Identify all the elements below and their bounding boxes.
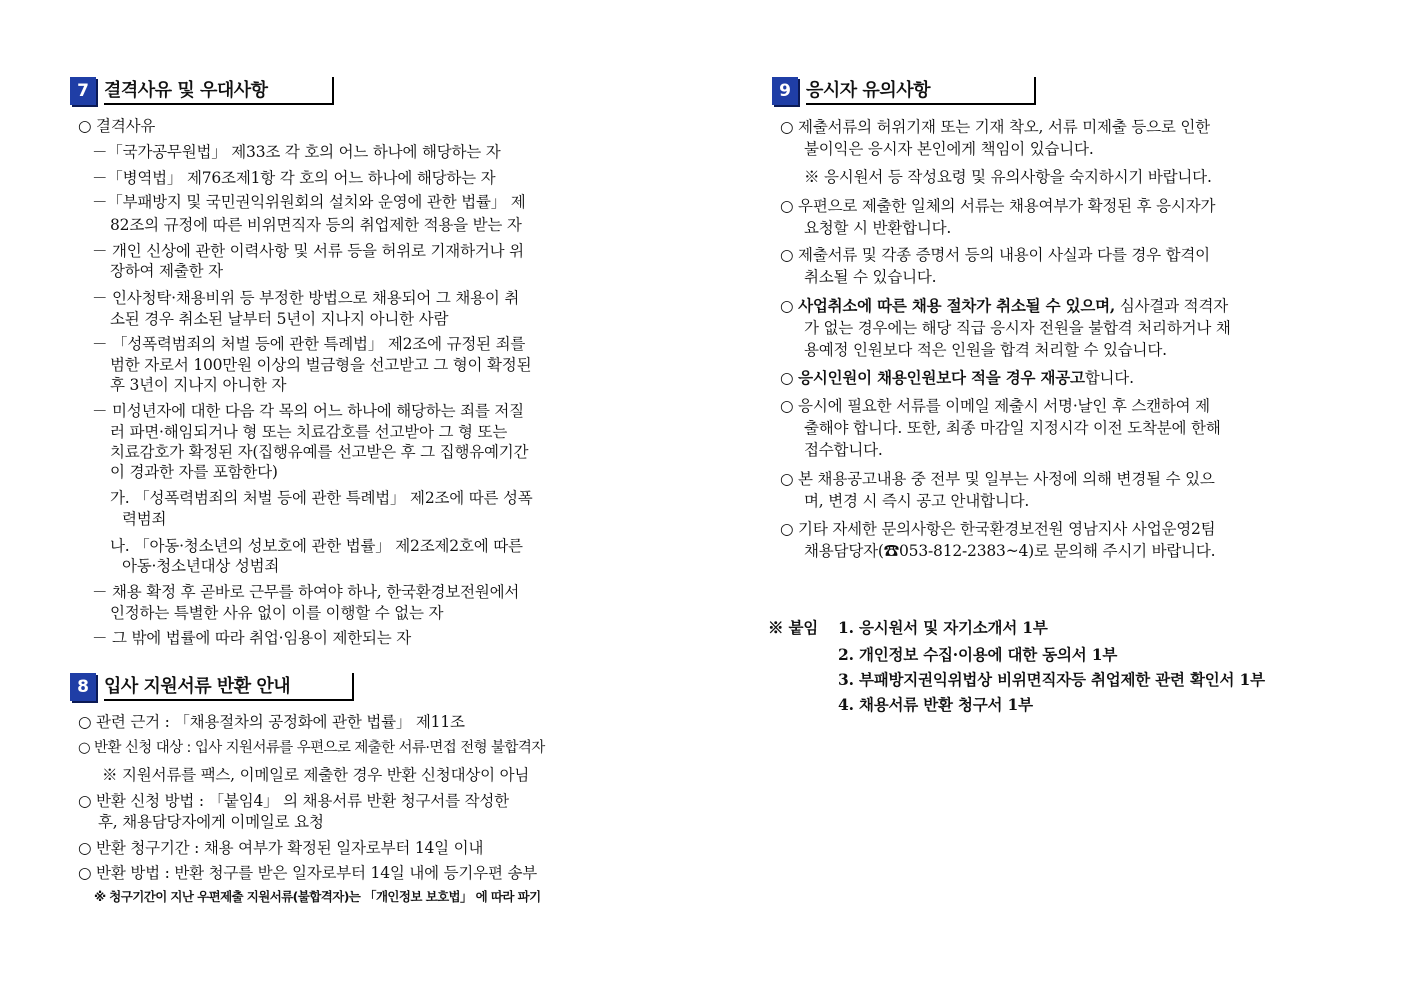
s7-line: 후 3년이 지나지 아니한 자 — [110, 376, 287, 394]
s7-line: 이 경과한 자를 포함한다) — [110, 463, 278, 481]
s9-line: 출해야 합니다. 또한, 최종 마감일 지정시각 이전 도착분에 한해 — [804, 419, 1221, 437]
s9-line: ※ 응시원서 등 작성요령 및 유의사항을 숙지하시기 바랍니다. — [804, 168, 1212, 186]
section-7-title: 결격사유 및 우대사항 — [104, 77, 334, 105]
section-7-heading — [70, 76, 334, 106]
s9-bold-text: 사업취소에 따른 채용 절차가 취소될 수 있으며, — [798, 296, 1116, 315]
section-9-number: 9 — [772, 77, 798, 105]
s9-bold-text: 응시인원이 채용인원보다 적을 경우 재공고 — [798, 368, 1085, 387]
section-8-title: 입사 지원서류 반환 안내 — [104, 673, 354, 701]
s7-line: － 그 밖에 법률에 따라 취업·임용이 제한되는 자 — [92, 629, 412, 647]
s9-line: ○ 본 채용공고내용 중 전부 및 일부는 사정에 의해 변경될 수 있으 — [780, 470, 1215, 488]
s7-line: 러 파면·해임되거나 형 또는 치료감호를 선고받아 그 형 또는 — [110, 423, 508, 441]
s9-line: 불이익은 응시자 본인에게 책임이 있습니다. — [804, 140, 1094, 158]
s7-line: －「병역법」 제76조제1항 각 호의 어느 하나에 해당하는 자 — [92, 169, 496, 187]
section-7-number: 7 — [70, 77, 96, 105]
s7-line: － 개인 신상에 관한 이력사항 및 서류 등을 허위로 기재하거나 위 — [92, 242, 524, 260]
s9-text: 합니다. — [1084, 369, 1134, 387]
attachment-item: 2. 개인정보 수집·이용에 대한 동의서 1부 — [838, 645, 1118, 664]
s9-line: 요청할 시 반환합니다. — [804, 219, 952, 237]
s7-line: 범한 자로서 100만원 이상의 벌금형을 선고받고 그 형이 확정된 — [110, 356, 532, 374]
section-9-heading — [772, 76, 1036, 106]
s7-line: 인정하는 특별한 사유 없이 이를 이행할 수 없는 자 — [110, 604, 444, 622]
s9-line: 용예정 인원보다 적은 인원을 합격 처리할 수 있습니다. — [804, 341, 1167, 359]
attachment-item: 4. 채용서류 반환 청구서 1부 — [838, 695, 1033, 714]
s9-line: 채용담당자(☎053-812-2383~4)로 문의해 주시기 바랍니다. — [804, 542, 1216, 560]
s9-line: 접수합니다. — [804, 441, 883, 459]
s9-line: 취소될 수 있습니다. — [804, 268, 937, 286]
attachment-label: ※ 붙임 — [768, 618, 819, 637]
s7-line: －「부패방지 및 국민권익위원회의 설치와 운영에 관한 법률」 제 — [92, 193, 526, 211]
s9-line — [780, 367, 1134, 389]
s7-line: ○ 결격사유 — [78, 117, 156, 135]
s9-line: ○ 응시에 필요한 서류를 이메일 제출시 서명·날인 후 스캔하여 제 — [780, 397, 1210, 415]
s7-line: 장하여 제출한 자 — [110, 262, 223, 280]
s7-line: 력범죄 — [122, 510, 167, 528]
s9-line: 며, 변경 시 즉시 공고 안내합니다. — [804, 492, 1030, 510]
s9-line: ○ 제출서류 및 각종 증명서 등의 내용이 사실과 다를 경우 합격이 — [780, 246, 1210, 264]
s8-line: ○ 반환 방법 : 반환 청구를 받은 일자로부터 14일 내에 등기우편 송부 — [78, 864, 537, 882]
s7-line: 82조의 규정에 따른 비위면직자 등의 취업제한 적용을 받는 자 — [110, 216, 522, 234]
s8-line: ○ 관련 근거 : 「채용절차의 공정화에 관한 법률」 제11조 — [78, 713, 465, 731]
s7-line: － 채용 확정 후 곧바로 근무를 하여야 하나, 한국환경보전원에서 — [92, 583, 520, 601]
s8-line: 후, 채용담당자에게 이메일로 요청 — [98, 813, 324, 831]
s9-line: ○ 기타 자세한 문의사항은 한국환경보전원 영남지사 사업운영2팀 — [780, 520, 1216, 538]
s9-line — [780, 295, 1228, 317]
s8-line: ※ 청구기간이 지난 우편제출 지원서류(불합격자)는 「개인정보 보호법」 에 따라 파기 — [94, 889, 541, 904]
s9-line: ○ 제출서류의 허위기재 또는 기재 착오, 서류 미제출 등으로 인한 — [780, 118, 1210, 136]
s9-line: 가 없는 경우에는 해당 직급 응시자 전원을 불합격 처리하거나 채 — [804, 319, 1231, 337]
s8-line: ○ 반환 청구기간 : 채용 여부가 확정된 일자로부터 14일 이내 — [78, 839, 484, 857]
s9-text: 심사결과 적격자 — [1115, 297, 1228, 315]
section-8-number: 8 — [70, 673, 96, 701]
s9-circle: ○ — [780, 297, 799, 315]
s7-line: 가. 「성폭력범죄의 처벌 등에 관한 특례법」 제2조에 따른 성폭 — [110, 489, 533, 507]
s7-line: － 인사청탁·채용비위 등 부정한 방법으로 채용되어 그 채용이 취 — [92, 289, 520, 307]
s7-line: 아동·청소년대상 성범죄 — [122, 557, 280, 575]
s7-line: － 「성폭력범죄의 처벌 등에 관한 특례법」 제2조에 규정된 죄를 — [92, 335, 526, 353]
section-9-title: 응시자 유의사항 — [806, 77, 1036, 105]
s7-line: － 미성년자에 대한 다음 각 목의 어느 하나에 해당하는 죄를 저질 — [92, 402, 524, 420]
attachment-item: 1. 응시원서 및 자기소개서 1부 — [838, 618, 1048, 637]
section-8-heading — [70, 672, 354, 702]
s7-line: 소된 경우 취소된 날부터 5년이 지나지 아니한 사람 — [110, 310, 449, 328]
attachment-item: 3. 부패방지권익위법상 비위면직자등 취업제한 관련 확인서 1부 — [838, 670, 1265, 689]
s8-line: ※ 지원서류를 팩스, 이메일로 제출한 경우 반환 신청대상이 아님 — [102, 766, 530, 784]
s7-line: 치료감호가 확정된 자(집행유예를 선고받은 후 그 집행유예기간 — [110, 443, 529, 461]
s8-line: ○ 반환 신청 방법 : 「붙임4」 의 채용서류 반환 청구서를 작성한 — [78, 792, 509, 810]
s7-line: －「국가공무원법」 제33조 각 호의 어느 하나에 해당하는 자 — [92, 143, 501, 161]
s9-circle: ○ — [780, 369, 799, 387]
s7-line: 나. 「아동·청소년의 성보호에 관한 법률」 제2조제2호에 따른 — [110, 537, 523, 555]
s8-line: ○ 반환 신청 대상 : 입사 지원서류를 우편으로 제출한 서류·면접 전형 불합격자 — [78, 740, 545, 756]
s9-line: ○ 우편으로 제출한 일체의 서류는 채용여부가 확정된 후 응시자가 — [780, 197, 1216, 215]
